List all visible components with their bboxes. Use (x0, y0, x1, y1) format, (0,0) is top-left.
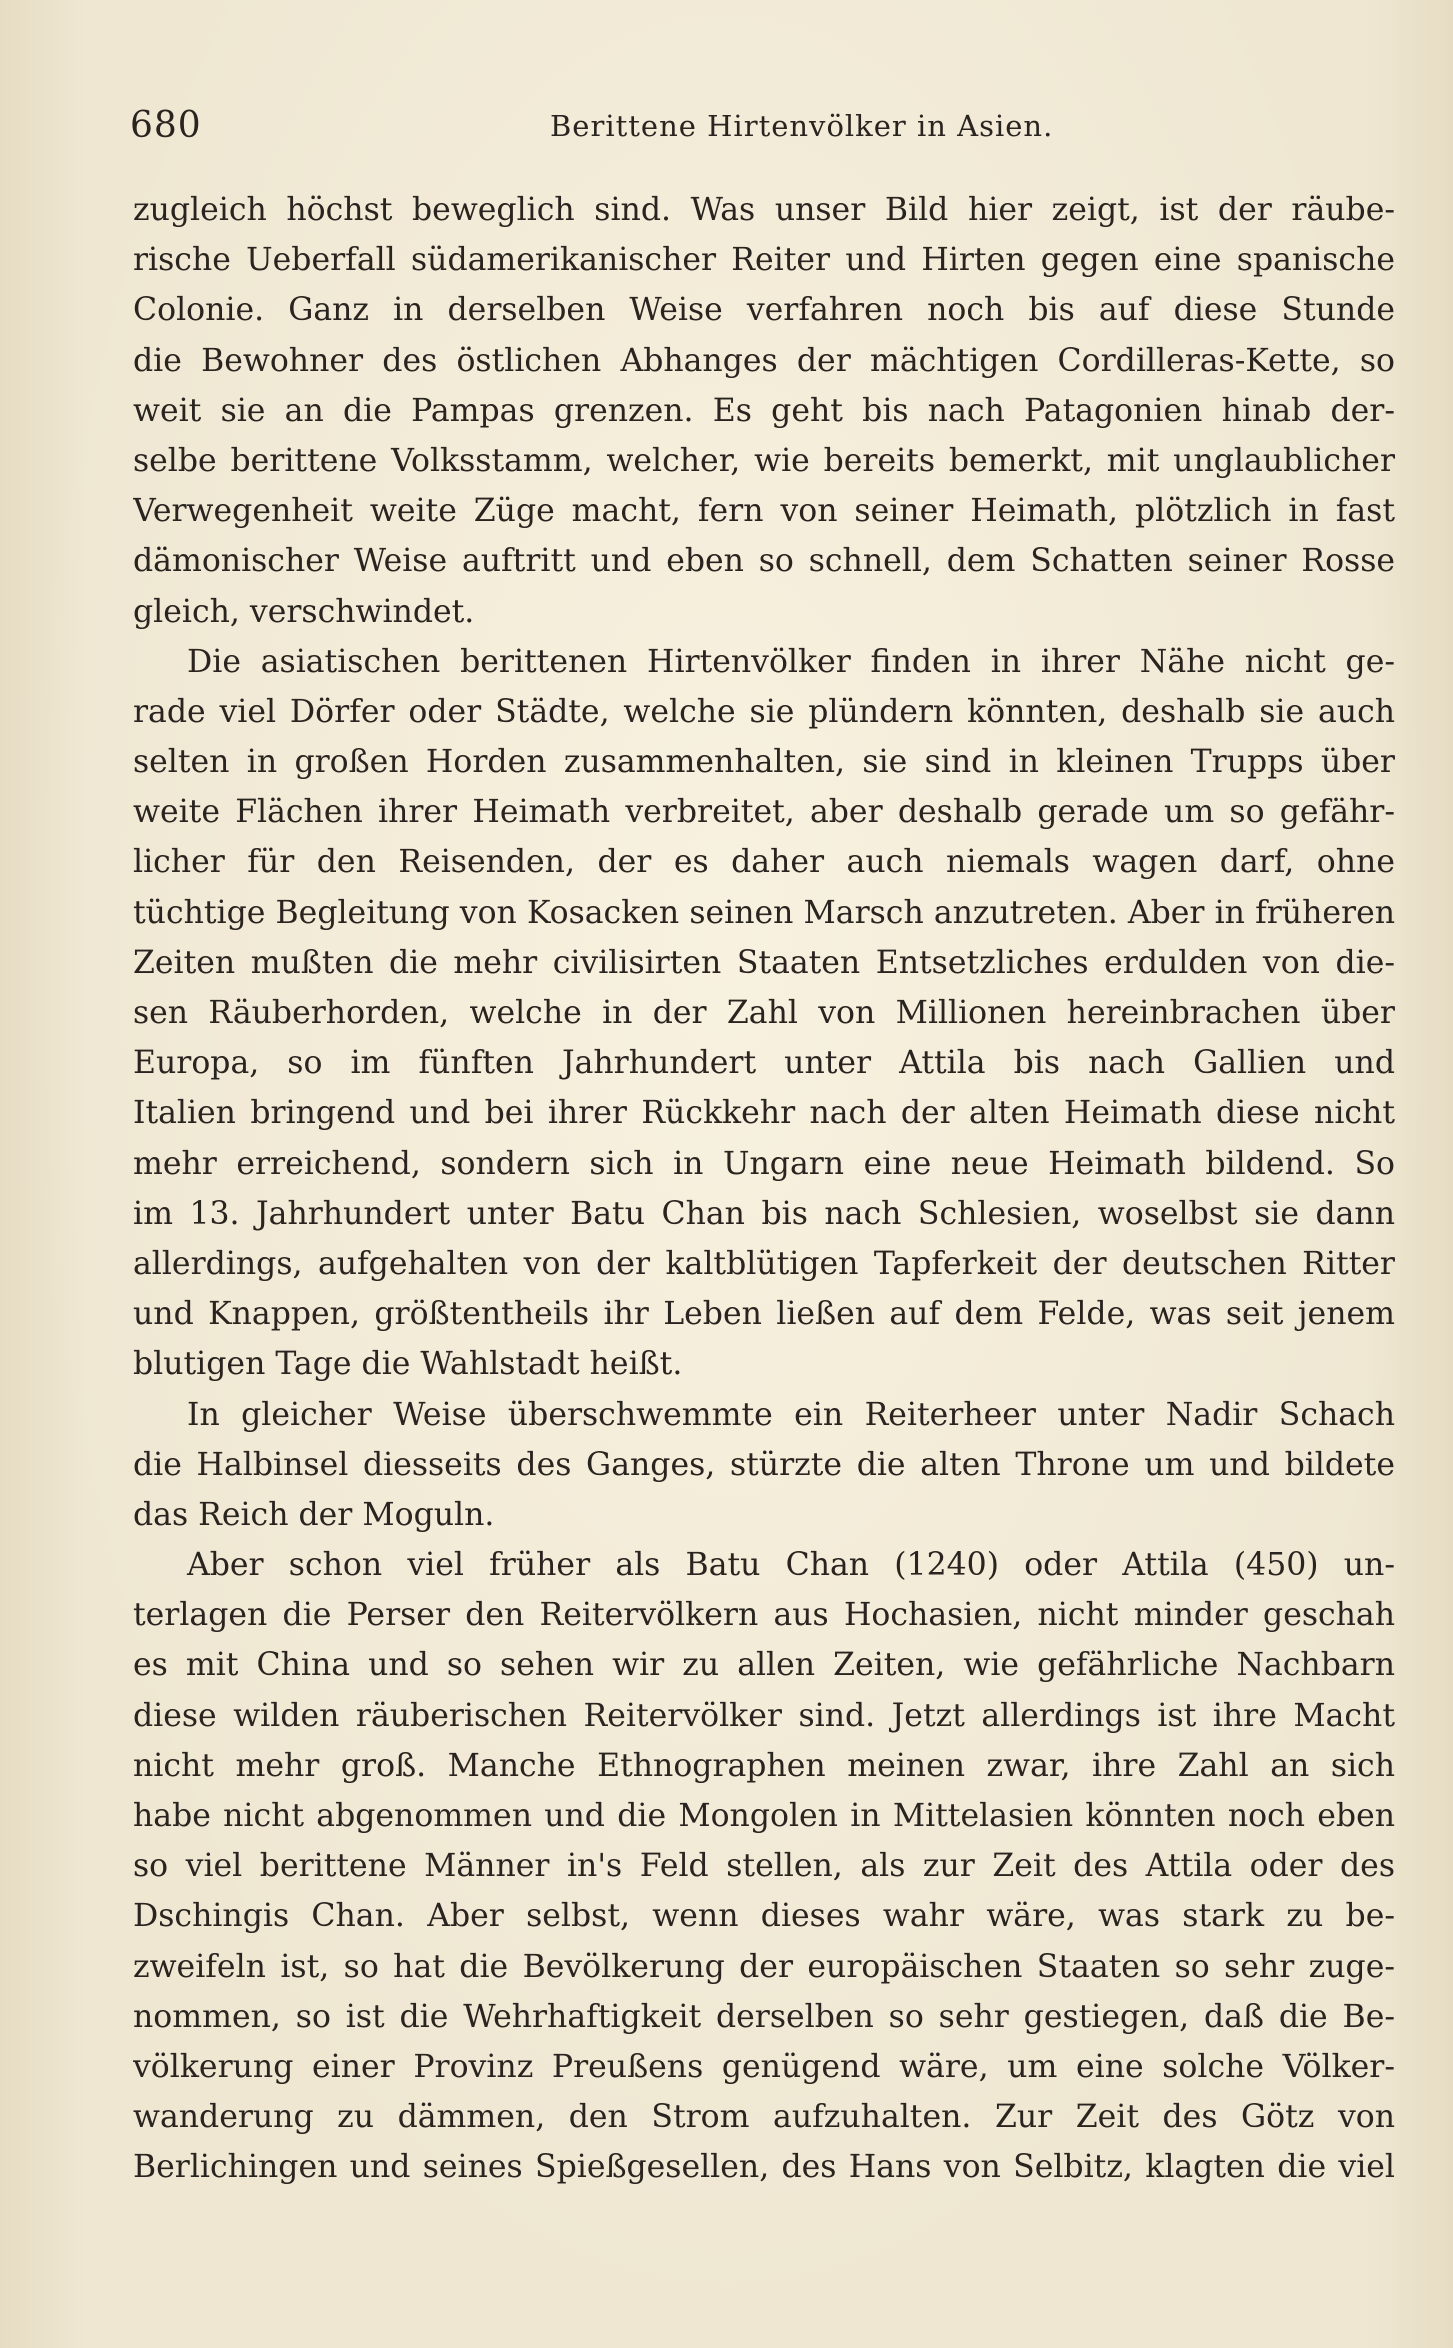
page-number: 680 (130, 105, 202, 146)
text-line: blutigen Tage die Wahlstadt heißt. (133, 1346, 683, 1383)
text-line: die Halbinsel diesseits des Ganges, stürzte die alten Throne um und bildete (133, 1446, 1395, 1483)
text-line: diese wilden räuberischen Reitervölker sind. Jetzt allerdings ist ihre Macht (133, 1697, 1395, 1734)
text-line: die Bewohner des östlichen Abhanges der mächtigen Cordilleras-Kette, so (133, 342, 1395, 379)
text-line: gleich, verschwindet. (133, 593, 475, 630)
text-line: weit sie an die Pampas grenzen. Es geht bis nach Patagonien hinab der- (133, 392, 1395, 429)
text-line: licher für den Reisenden, der es daher auch niemals wagen darf, ohne (133, 844, 1395, 881)
text-line: rade viel Dörfer oder Städte, welche sie plündern könnten, deshalb sie auch (133, 693, 1395, 730)
text-line: rische Ueberfall südamerikanischer Reiter und Hirten gegen eine spanische (133, 242, 1395, 279)
text-line: und Knappen, größtentheils ihr Leben ließen auf dem Felde, was seit jenem (133, 1296, 1395, 1333)
text-line: habe nicht abgenommen und die Mongolen in Mittelasien könnten noch eben (133, 1798, 1395, 1834)
text-line: tüchtige Begleitung von Kosacken seinen Marsch anzutreten. Aber in früheren (133, 894, 1395, 931)
running-title: Berittene Hirtenvölker in Asien. (550, 109, 1054, 143)
text-line: In gleicher Weise überschwemmte ein Reiterheer unter Nadir Schach (187, 1396, 1395, 1433)
text-line: Colonie. Ganz in derselben Weise verfahren noch bis auf diese Stunde (133, 292, 1395, 329)
text-line: Aber schon viel früher als Batu Chan (1240) oder Attila (450) un- (187, 1547, 1395, 1584)
text-line: völkerung einer Provinz Preußens genügend wäre, um eine solche Völker- (133, 2048, 1395, 2085)
text-line: Dschingis Chan. Aber selbst, wenn dieses wahr wäre, was stark zu be- (133, 1898, 1395, 1935)
text-line: das Reich der Moguln. (133, 1496, 495, 1533)
text-line: Verwegenheit weite Züge macht, fern von seiner Heimath, plötzlich in fast (133, 493, 1395, 530)
text-line: Europa, so im fünften Jahrhundert unter Attila bis nach Gallien und (133, 1045, 1395, 1082)
body-text (133, 185, 1395, 2193)
text-line: selbe berittene Volksstamm, welcher, wie bereits bemerkt, mit unglaublicher (133, 442, 1395, 479)
text-line: dämonischer Weise auftritt und eben so schnell, dem Schatten seiner Rosse (133, 543, 1395, 580)
text-line: zweifeln ist, so hat die Bevölkerung der europäischen Staaten so sehr zuge- (133, 1948, 1395, 1985)
text-line: Italien bringend und bei ihrer Rückkehr nach der alten Heimath diese nicht (133, 1095, 1395, 1132)
text-line: terlagen die Perser den Reitervölkern aus Hochasien, nicht minder geschah (133, 1597, 1395, 1634)
page-header (130, 105, 1400, 155)
text-line: nommen, so ist die Wehrhaftigkeit derselben so sehr gestiegen, daß die Be- (133, 1998, 1395, 2035)
text-line: sen Räuberhorden, welche in der Zahl von Millionen hereinbrachen über (133, 995, 1395, 1031)
text-line: selten in großen Horden zusammenhalten, sie sind in kleinen Trupps über (133, 744, 1395, 781)
text-line: im 13. Jahrhundert unter Batu Chan bis nach Schlesien, woselbst sie dann (133, 1195, 1395, 1232)
text-line: weite Flächen ihrer Heimath verbreitet, aber deshalb gerade um so gefähr- (133, 794, 1395, 831)
text-line: Die asiatischen berittenen Hirtenvölker finden in ihrer Nähe nicht ge- (187, 643, 1395, 680)
text-line: allerdings, aufgehalten von der kaltblütigen Tapferkeit der deutschen Ritter (133, 1245, 1395, 1282)
text-line: so viel berittene Männer in's Feld stellen, als zur Zeit des Attila oder des (133, 1848, 1395, 1885)
text-line: mehr erreichend, sondern sich in Ungarn eine neue Heimath bildend. So (133, 1145, 1395, 1182)
text-line: nicht mehr groß. Manche Ethnographen meinen zwar, ihre Zahl an sich (133, 1747, 1395, 1784)
text-line: Zeiten mußten die mehr civilisirten Staaten Entsetzliches erdulden von die- (133, 944, 1395, 981)
text-line: zugleich höchst beweglich sind. Was unser Bild hier zeigt, ist der räube- (133, 192, 1395, 228)
text-line: wanderung zu dämmen, den Strom aufzuhalten. Zur Zeit des Götz von (133, 2099, 1395, 2136)
text-line: Berlichingen und seines Spießgesellen, des Hans von Selbitz, klagten die viel (133, 2149, 1395, 2186)
text-line: es mit China und so sehen wir zu allen Zeiten, wie gefährliche Nachbarn (133, 1647, 1395, 1684)
